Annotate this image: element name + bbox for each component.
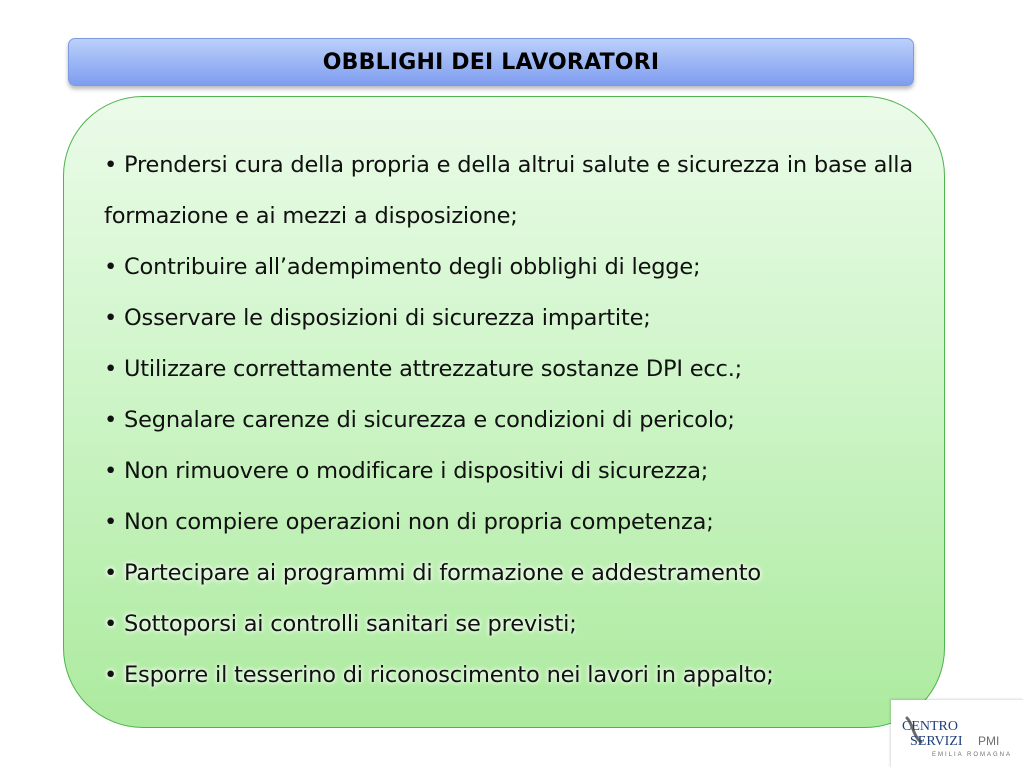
slide-title: OBBLIGHI DEI LAVORATORI bbox=[322, 49, 660, 75]
list-item: • Non rimuovere o modificare i dispositivi di sicurezza; bbox=[104, 458, 709, 484]
bullet-icon: • bbox=[104, 407, 118, 433]
list-item: • Partecipare ai programmi di formazione e addestramento bbox=[104, 560, 761, 586]
title-bar bbox=[68, 38, 914, 86]
obligations-list bbox=[104, 140, 924, 701]
company-logo bbox=[891, 700, 1024, 768]
logo-line2: SERVIZI bbox=[910, 734, 963, 749]
logo-line2-suffix: PMI bbox=[978, 734, 1000, 748]
bullet-icon: • bbox=[104, 152, 118, 178]
list-item: • Sottoporsi ai controlli sanitari se previsti; bbox=[104, 611, 577, 637]
bullet-icon: • bbox=[104, 458, 118, 484]
bullet-icon: • bbox=[104, 560, 118, 586]
list-item: • Esporre il tesserino di riconoscimento nei lavori in appalto; bbox=[104, 662, 774, 688]
logo-line3: EMILIA ROMAGNA bbox=[932, 752, 1013, 758]
logo-line1: CENTRO bbox=[902, 719, 958, 734]
bullet-icon: • bbox=[104, 305, 118, 331]
logo-graphic bbox=[891, 700, 1024, 768]
bullet-icon: • bbox=[104, 509, 118, 535]
list-item: • Non compiere operazioni non di propria competenza; bbox=[104, 509, 714, 535]
bullet-icon: • bbox=[104, 662, 118, 688]
bullet-icon: • bbox=[104, 611, 118, 637]
list-item: • Contribuire all’adempimento degli obblighi di legge; bbox=[104, 254, 701, 280]
bullet-icon: • bbox=[104, 356, 118, 382]
list-item: • Utilizzare correttamente attrezzature sostanze DPI ecc.; bbox=[104, 356, 743, 382]
list-item: • Prendersi cura della propria e della altrui salute e sicurezza in base alla formazione e ai mezzi a disposizione; bbox=[104, 152, 913, 229]
list-item: • Segnalare carenze di sicurezza e condizioni di pericolo; bbox=[104, 407, 735, 433]
bullet-icon: • bbox=[104, 254, 118, 280]
list-item: • Osservare le disposizioni di sicurezza impartite; bbox=[104, 305, 651, 331]
